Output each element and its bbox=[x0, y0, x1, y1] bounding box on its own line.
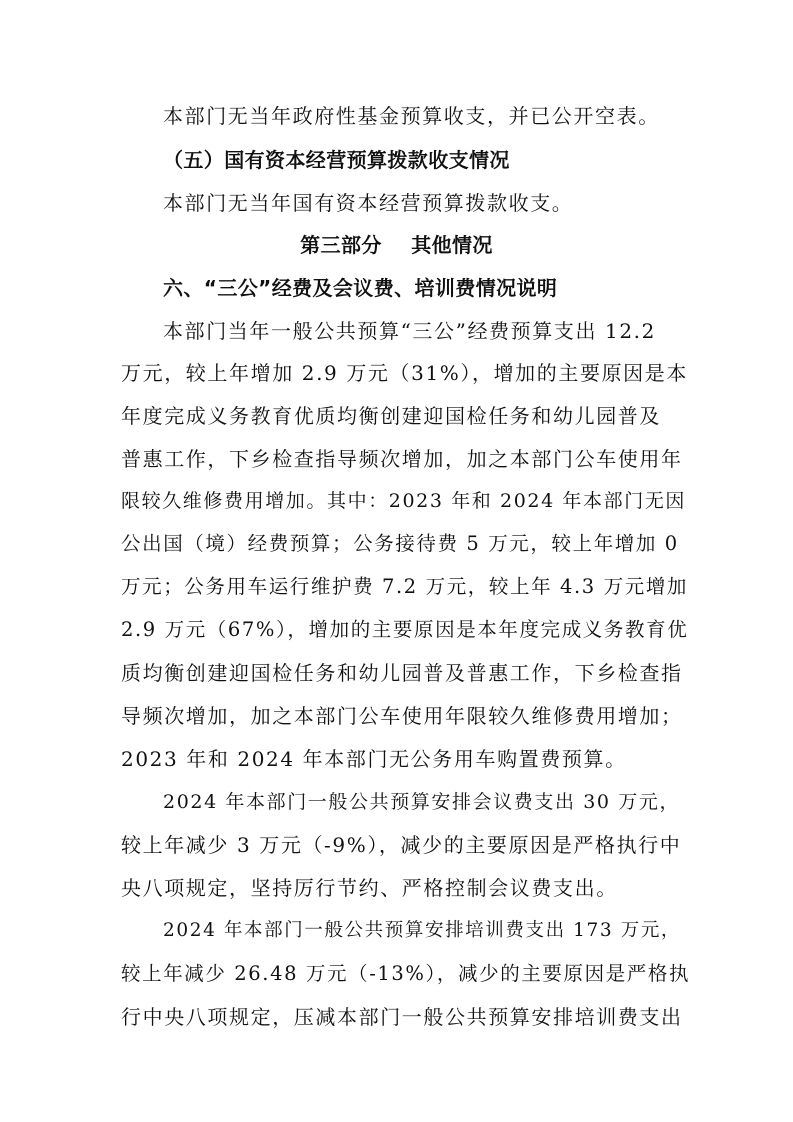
paragraph-state-capital: 本部门无当年国有资本经营预算拨款收支。 bbox=[163, 191, 574, 215]
paragraph-three-public-line: 限较久维修费用增加。其中：2023 年和 2024 年本部门无因 bbox=[121, 490, 687, 512]
paragraph-training-fee-line: 行中央八项规定，压减本部门一般公共预算安排培训费支出 bbox=[121, 1005, 683, 1029]
paragraph-meeting-fee-line: 2024 年本部门一般公共预算安排会议费支出 30 万元， bbox=[163, 791, 681, 813]
paragraph-training-fee-line: 2024 年本部门一般公共预算安排培训费支出 173 万元， bbox=[163, 920, 682, 941]
paragraph-three-public-line: 公出国（境）经费预算；公务接待费 5 万元，较上年增加 0 bbox=[121, 532, 679, 555]
paragraph-three-public-line: 质均衡创建迎国检任务和幼儿园普及普惠工作，下乡检查指 bbox=[121, 661, 683, 685]
paragraph-three-public-line: 导频次增加，加之本部门公车使用年限较久维修费用增加； bbox=[121, 704, 683, 728]
section-heading-state-capital: （五）国有资本经营预算拨款收支情况 bbox=[163, 148, 510, 172]
paragraph-three-public-line: 2023 年和 2024 年本部门无公务用车购置费预算。 bbox=[121, 747, 627, 771]
paragraph-three-public-line: 2.9 万元（67%），增加的主要原因是本年度完成义务教育优 bbox=[121, 618, 689, 641]
section-heading-three-public: 六、“三公”经费及会议费、培训费情况说明 bbox=[163, 276, 558, 300]
paragraph-three-public-line: 年度完成义务教育优质均衡创建迎国检任务和幼儿园普及 bbox=[121, 404, 661, 428]
paragraph-three-public-line: 普惠工作，下乡检查指导频次增加，加之本部门公车使用年 bbox=[121, 447, 683, 471]
paragraph-meeting-fee-line: 央八项规定，坚持厉行节约、严格控制会议费支出。 bbox=[121, 876, 618, 900]
paragraph-training-fee-line: 较上年减少 26.48 万元（-13%），减少的主要原因是严格执 bbox=[121, 962, 690, 985]
paragraph-three-public-line: 万元；公务用车运行维护费 7.2 万元，较上年 4.3 万元增加 bbox=[121, 575, 689, 598]
paragraph-three-public-line: 万元，较上年增加 2.9 万元（31%），增加的主要原因是本 bbox=[121, 361, 688, 385]
paragraph-government-fund: 本部门无当年政府性基金预算收支，并已公开空表。 bbox=[163, 104, 660, 128]
paragraph-three-public-line: 本部门当年一般公共预算“三公”经费预算支出 12.2 bbox=[163, 319, 656, 343]
paragraph-meeting-fee-line: 较上年减少 3 万元（-9%），减少的主要原因是严格执行中 bbox=[121, 833, 682, 857]
part-three-title: 第三部分 其他情况 bbox=[300, 233, 493, 257]
